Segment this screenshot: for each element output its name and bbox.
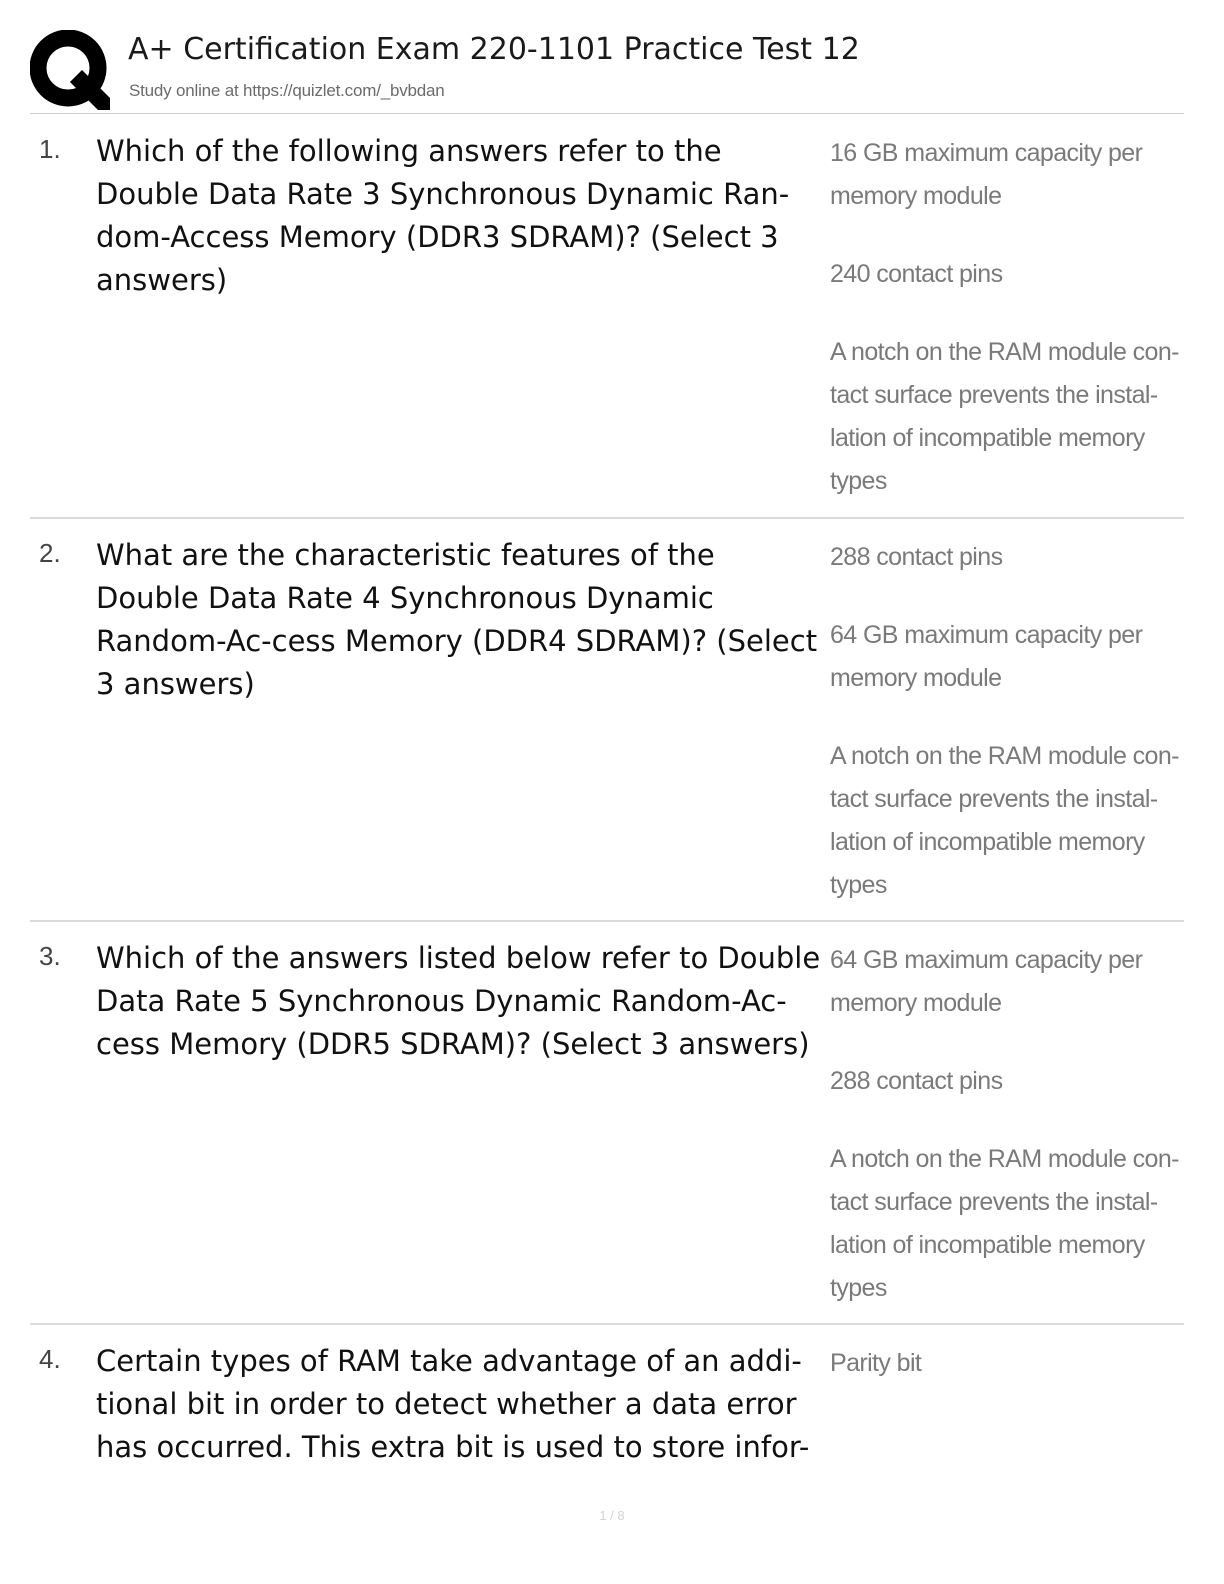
card-divider <box>30 920 1184 922</box>
question-text: What are the characteristic features of the Double Data Rate 4 Synchronous Dynamic Random-Ac-cess Memory (DDR4 SDRAM)? (Select 3 answers) <box>96 538 818 701</box>
answer-list <box>830 536 1180 907</box>
answer-list <box>830 939 1180 1310</box>
answer-item: A notch on the RAM module con-tact surface prevents the instal-lation of incompatible memory types <box>830 1145 1179 1302</box>
question-number: 2. <box>39 538 61 568</box>
question-text: Which of the following answers refer to the Double Data Rate 3 Synchronous Dynamic Ran-dom-Access Memory (DDR3 SDRAM)? (Select 3 answers) <box>96 134 790 297</box>
page-number: 1 / 8 <box>599 1508 625 1523</box>
answer-item: Parity bit <box>830 1349 922 1377</box>
study-online-link-text[interactable]: Study online at https://quizlet.com/_bvbdan <box>129 81 445 100</box>
card-divider <box>30 517 1184 519</box>
answer-item: 240 contact pins <box>830 260 1003 288</box>
answer-item: 64 GB maximum capacity per memory module <box>830 946 1143 1017</box>
answer-item: A notch on the RAM module con-tact surface prevents the instal-lation of incompatible memory types <box>830 742 1179 899</box>
answer-item: A notch on the RAM module con-tact surface prevents the instal-lation of incompatible memory types <box>830 338 1179 495</box>
question-number: 4. <box>39 1344 61 1374</box>
question-text: Which of the answers listed below refer to Double Data Rate 5 Synchronous Dynamic Random-Ac-cess Memory (DDR5 SDRAM)? (Select 3 answers) <box>96 941 821 1061</box>
header-divider <box>30 113 1184 114</box>
answer-item: 288 contact pins <box>830 1067 1003 1095</box>
quizlet-logo-icon <box>30 30 110 110</box>
question-text: Certain types of RAM take advantage of an addi-tional bit in order to detect whether a data error has occurred. This extra bit is used to store infor- <box>96 1344 810 1464</box>
answer-item: 288 contact pins <box>830 543 1003 571</box>
question-number: 3. <box>39 941 61 971</box>
document-title: A+ Certification Exam 220-1101 Practice Test 12 <box>128 32 860 67</box>
answer-list <box>830 1342 1180 1385</box>
answer-item: 16 GB maximum capacity per memory module <box>830 139 1143 210</box>
card-divider <box>30 1323 1184 1325</box>
answer-item: 64 GB maximum capacity per memory module <box>830 621 1143 692</box>
question-number: 1. <box>39 134 61 164</box>
answer-list <box>830 132 1180 503</box>
